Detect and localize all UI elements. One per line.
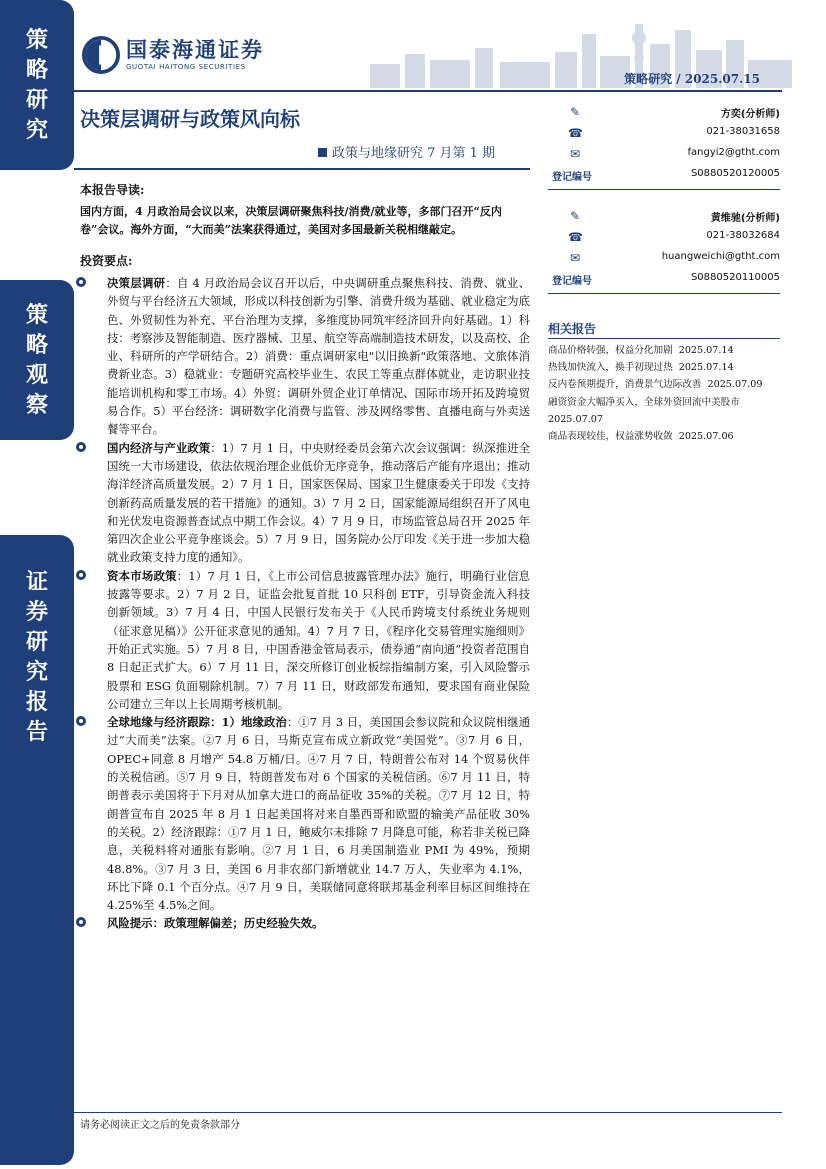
pen-icon: ✎	[569, 209, 581, 223]
related-report-link[interactable]	[548, 359, 788, 376]
sidebar-char: 察	[25, 392, 48, 418]
analyst-reg-no: S0880520120005	[690, 168, 780, 179]
point-item	[76, 713, 530, 914]
related-report-date: 2025.07.09	[707, 379, 763, 391]
sidebar-char: 略	[25, 57, 48, 83]
mail-icon: ✉	[569, 147, 581, 161]
point-item	[76, 914, 530, 932]
sidebar-block-securities-report	[0, 535, 74, 1165]
related-report-date: 2025.07.14	[678, 345, 734, 356]
sidebar-char: 略	[25, 332, 48, 358]
analyst-reg-no: S0880520110005	[690, 272, 780, 283]
related-report-title[interactable]: 商品表现较佳，权益涨势收敛	[548, 431, 673, 443]
title-divider	[74, 168, 530, 170]
circle-bullet-icon	[76, 570, 86, 580]
point-label: 全球地缘与经济跟踪：1）地缘政治	[107, 715, 287, 730]
sidebar-char: 证	[25, 569, 48, 595]
investment-points-list	[76, 274, 530, 933]
related-report-title[interactable]: 反内卷预期提升，消费景气边际改善	[548, 379, 702, 391]
analyst-card-1	[548, 104, 780, 184]
analyst-card-2	[548, 208, 780, 288]
sidebar-char: 研	[25, 87, 48, 113]
related-reports-list	[548, 342, 788, 445]
report-title: 决策层调研与政策风向标	[80, 107, 300, 131]
point-text: ：1）7 月 1 日，中央财经委员会第六次会议强调：纵深推进全国统一大市场建设，依法依规治理企业低价无序竞争，推动落后产能有序退出；推动海洋经济高质量发展。2）7 月 1 日，国家医保局、国家卫生健康委关于印发《支持创新药高质量发展的若干措施》的通知。3）7 月 2 日，国家能源局组织召开了风电和光伏发电资源普查试点中期工作会议。4）7 月 9 日，市场监管总局召开 2025 年第四次企业公平竞争座谈会。5）7 月 9 日，国务院办公厅印发《关于进一步加大稳就业政策支持力度的通知》。	[107, 440, 530, 565]
related-report-title[interactable]: 融资资金大幅净买入，全球外资回流中美股市	[548, 396, 740, 408]
related-report-date: 2025.07.14	[678, 362, 734, 374]
point-text: ：①7 月 3 日，美国国会参议院和众议院相继通过“大而美”法案。②7 月 6 日，马斯克宣布成立新政党“美国党”。③7 月 6 日，OPEC+同意 8 月增产 54.8 万桶/日。④7 月 7 日，特朗普公布对 14 个贸易伙伴的关税信函。⑤7 月 9 日，特朗普发布对 6 个国家的关税信函。⑥7 月 11 日，特朗普表示美国将于下月对从加拿大进口的商品征收 35%的关税。⑦7 月 12 日，特朗普宣布自 2025 年 8 月 1 日起美国将对来自墨西哥和欧盟的输美产品征收 30%的关税。2）经济跟踪：①7 月 1 日，鲍威尔未排除 7 月降息可能，称若非关税已降息，关税料将对通胀有影响。②7 月 1 日，6 月美国制造业 PMI 为 49%，预期 48.8%。③7 月 3 日，美国 6 月非农部门新增就业 14.7 万人，失业率为 4.1%，环比下降 0.1 个百分点。④7 月 9 日，美联储同意将联邦基金利率目标区间维持在 4.25%至 4.5%之间。	[107, 715, 530, 913]
header-divider	[74, 90, 782, 92]
footer-divider	[74, 1112, 782, 1113]
point-text: ：自 4 月政治局会议召开以后，中央调研重点聚焦科技、消费、就业、外贸与平台经济五大领域，形成以科技创新为引擎、消费升级为基础、就业稳定为底色、外贸韧性为补充、平台治理为支撑，多维度协同筑牢经济回升向好基础。1）科技：考察涉及智能制造、医疗器械、卫星、航空等高端制造技术研发，以及高校、企业、科研所的产学研结合。2）消费：重点调研家电"以旧换新"政策落地、文旅体消费新业态。3）稳就业：专题研究高校毕业生、农民工等重点群体就业，走访职业技能培训机构和零工市场。4）外贸：调研外贸企业订单情况、国际市场开拓及跨境贸易合作。5）平台经济：调研数字化消费与监管、涉及网络零售、直播电商与外卖送餐等平台。	[107, 276, 530, 437]
investment-points-heading: 投资要点:	[80, 254, 133, 268]
related-reports-heading: 相关报告	[548, 322, 597, 336]
point-label: 风险提示	[107, 916, 153, 931]
sidebar-char: 告	[25, 719, 48, 745]
related-report-link[interactable]	[548, 394, 788, 428]
point-label: 决策层调研	[107, 276, 166, 290]
analyst-email[interactable]: huangweichi@gtht.com	[661, 251, 780, 262]
related-report-title[interactable]: 商品价格转强，权益分化加剧	[548, 345, 673, 356]
sidebar-block-strategy-research	[0, 0, 74, 170]
header-category-date: 策略研究 / 2025.07.15	[624, 72, 760, 86]
circle-bullet-icon	[76, 917, 86, 927]
logo-mark-icon	[82, 36, 120, 74]
phone-icon: ☎	[568, 126, 583, 140]
sidebar-char: 报	[25, 689, 48, 715]
circle-bullet-icon	[76, 442, 86, 452]
point-label: 国内经济与产业政策	[107, 440, 211, 455]
related-report-link[interactable]	[548, 376, 788, 393]
logo-name-en: GUOTAI HAITONG SECURITIES	[126, 63, 246, 71]
reg-label: 登记编号	[552, 276, 592, 287]
analyst-name: 方奕(分析师)	[720, 109, 780, 120]
point-text: ：政策理解偏差；历史经验失效。	[152, 916, 324, 931]
analyst-phone: 021-38031658	[706, 126, 780, 137]
point-item	[76, 274, 530, 439]
related-report-link[interactable]	[548, 428, 788, 445]
analyst-email[interactable]: fangyi2@gtht.com	[687, 147, 780, 158]
guide-text: 国内方面，4 月政治局会议以来，决策层调研聚焦科技/消费/就业等，多部门召开“反内卷”会议。海外方面，“大而美”法案获得通过，美国对多国最新关税相继敲定。	[80, 205, 502, 236]
mail-icon: ✉	[569, 251, 581, 265]
sidebar-char: 究	[25, 659, 48, 685]
report-subtitle	[318, 142, 495, 161]
sidebar-char: 研	[25, 629, 48, 655]
related-divider	[548, 338, 780, 339]
circle-bullet-icon	[76, 716, 86, 726]
phone-icon: ☎	[568, 230, 583, 244]
company-logo	[82, 36, 264, 74]
point-text: ：1）7 月 1 日，《上市公司信息披露管理办法》施行，明确行业信息披露等要求。2）7 月 2 日，证监会批复首批 10 只科创 ETF，引导资金流入科技创新领域。3）7 月 4 日，中国人民银行发布关于《人民币跨境支付系统业务规则（征求意见稿）》公开征求意见的通知。4）7 月 7 日，《程序化交易管理实施细则》开始正式实施。5）7 月 8 日，中国香港金管局表示，债券通“南向通”投资者范围自 8 日起正式扩大。6）7 月 11 日，深交所修订创业板综指编制方案，引入风险警示股票和 ESG 负面剔除机制。7）7 月 11 日，财政部发布通知，要求国有商业保险公司建立三年以上长周期考核机制。	[107, 568, 530, 711]
sidebar-char: 究	[25, 117, 48, 143]
footer-disclaimer: 请务必阅读正文之后的免责条款部分	[80, 1120, 240, 1131]
analyst-phone: 021-38032684	[706, 230, 780, 241]
pen-icon: ✎	[569, 105, 581, 119]
logo-name-cn: 国泰海通证券	[126, 38, 264, 62]
related-report-date: 2025.07.07	[548, 413, 603, 425]
report-subtitle-text: 政策与地缘研究 7 月第 1 期	[332, 146, 496, 161]
analyst-name: 黄维驰(分析师)	[710, 213, 780, 224]
square-bullet-icon	[318, 148, 327, 157]
analyst-divider	[548, 293, 780, 294]
point-label: 资本市场政策	[107, 568, 177, 583]
sidebar-char: 观	[25, 362, 48, 388]
reg-label: 登记编号	[552, 172, 592, 183]
sidebar	[0, 0, 74, 1169]
related-report-date: 2025.07.06	[678, 431, 734, 443]
sidebar-block-strategy-observation	[0, 280, 74, 440]
point-item	[76, 439, 530, 567]
related-report-link[interactable]	[548, 342, 788, 359]
guide-heading: 本报告导读:	[80, 183, 145, 197]
sidebar-char: 策	[25, 27, 48, 53]
sidebar-char: 策	[25, 302, 48, 328]
circle-bullet-icon	[76, 277, 86, 287]
related-report-title[interactable]: 热钱加快流入，换手初现过热	[548, 362, 673, 374]
sidebar-char: 券	[25, 599, 48, 625]
point-item	[76, 567, 530, 713]
analyst-divider	[548, 189, 780, 190]
